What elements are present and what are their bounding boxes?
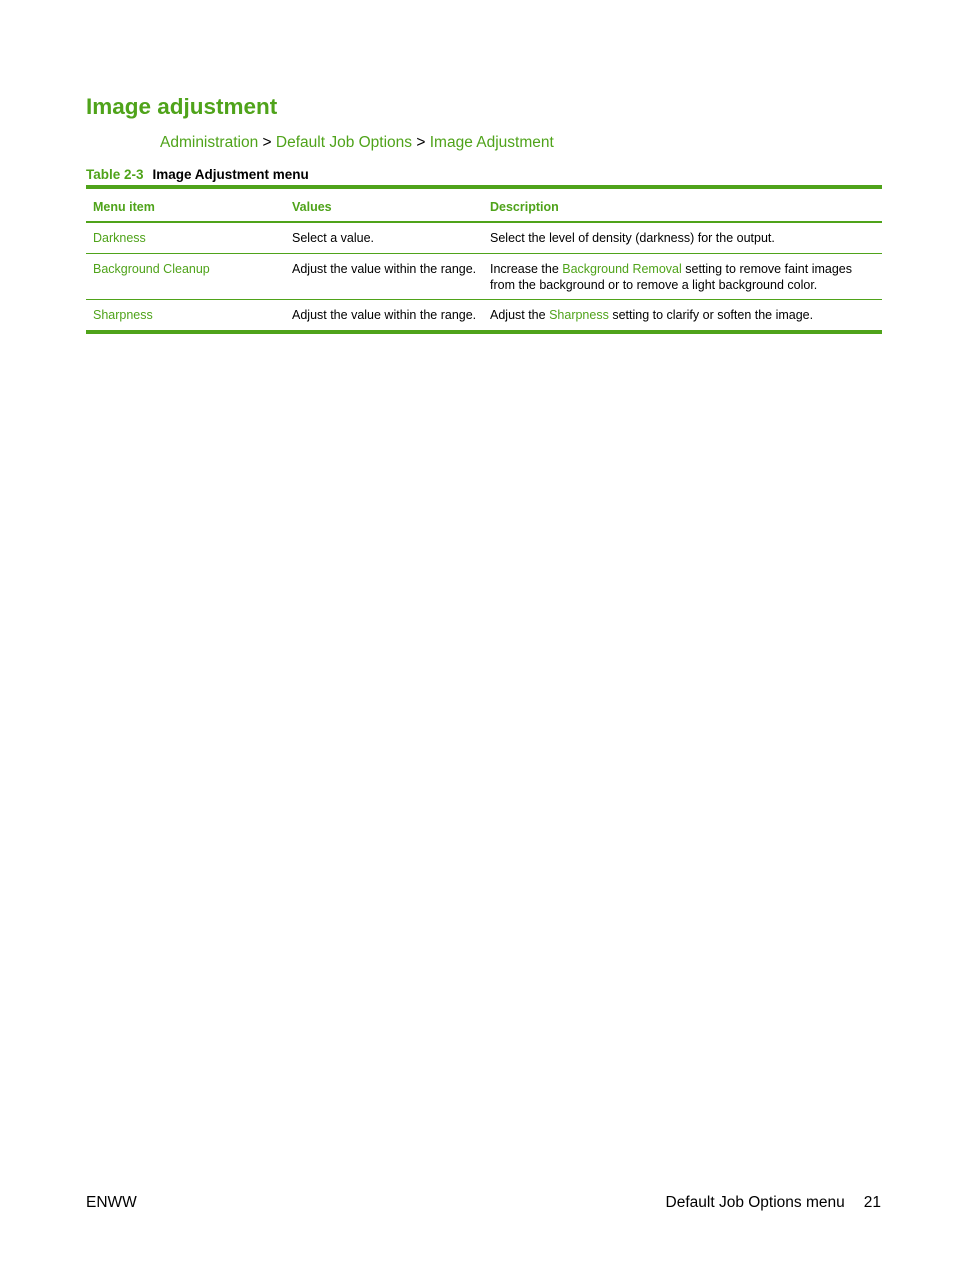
page-title: Image adjustment: [86, 94, 278, 119]
description-text: Adjust the: [490, 308, 550, 322]
table-caption-title: Image Adjustment menu: [152, 167, 309, 182]
header-menu-item: Menu item: [93, 200, 155, 214]
breadcrumb: [160, 133, 554, 153]
values-cell: Adjust the value within the range.: [292, 262, 477, 276]
footer-doc-code: ENWW: [86, 1194, 137, 1211]
breadcrumb-separator: >: [416, 134, 426, 151]
description-cell: [483, 300, 882, 330]
footer-section-title: Default Job Options menu: [665, 1194, 845, 1211]
description-text: Increase the: [490, 262, 563, 276]
menu-item-sharpness[interactable]: Sharpness: [93, 308, 153, 322]
sharpness-link[interactable]: Sharpness: [549, 308, 609, 322]
values-cell: Adjust the value within the range.: [292, 308, 477, 322]
background-removal-link[interactable]: Background Removal: [562, 262, 682, 276]
description-cell: Select the level of density (darkness) for the output.: [490, 231, 775, 245]
menu-item-background-cleanup[interactable]: Background Cleanup: [93, 262, 210, 276]
table-row: [86, 254, 882, 300]
description-text: setting to clarify or soften the image.: [608, 308, 814, 322]
menu-item-darkness[interactable]: Darkness: [93, 231, 146, 245]
page-number: 21: [863, 1194, 881, 1211]
table-header-row: [86, 189, 882, 223]
header-values: Values: [292, 200, 332, 214]
table-caption: [86, 166, 309, 183]
table-row: [86, 300, 882, 330]
breadcrumb-administration[interactable]: Administration: [160, 134, 259, 151]
breadcrumb-separator: >: [262, 134, 272, 151]
description-cell: [483, 254, 882, 299]
breadcrumb-default-job-options[interactable]: Default Job Options: [275, 134, 413, 151]
description-text: setting to remove faint images from the background or to remove a light background color.: [490, 262, 853, 292]
footer-section: [666, 1193, 881, 1213]
image-adjustment-table: [86, 185, 882, 334]
values-cell: Select a value.: [292, 231, 374, 245]
table-caption-number: Table 2-3: [86, 167, 144, 182]
header-description: Description: [490, 200, 559, 214]
breadcrumb-image-adjustment[interactable]: Image Adjustment: [429, 134, 554, 151]
table-row: [86, 223, 882, 254]
